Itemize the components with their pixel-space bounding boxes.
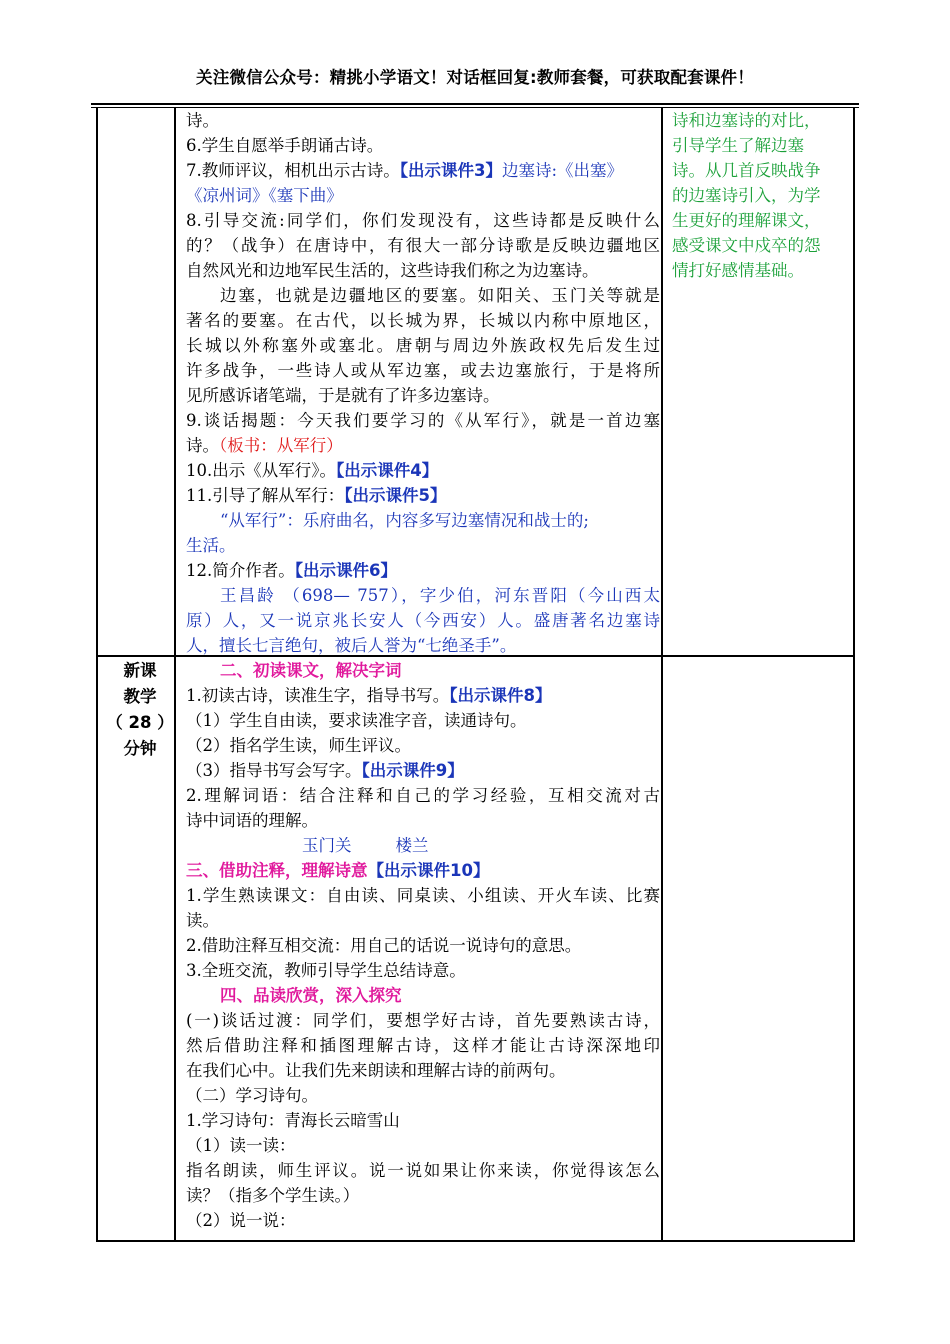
- vocabulary-words: [186, 833, 660, 858]
- text-line: 原）人，又一说京兆长安人（今西安）人。盛唐著名边塞诗: [186, 611, 660, 630]
- page-header-banner: 关注微信公众号：精挑小学语文！对话框回复:教师套餐，可获取配套课件！: [196, 68, 754, 87]
- text-line: （2）指名学生读，师生评议。: [186, 736, 411, 755]
- text-line: 指名朗读，师生评议。说一说如果让你来读，你觉得该怎么: [186, 1161, 660, 1180]
- text-line: 诗中词语的理解。: [186, 811, 318, 830]
- text-line: 3.全班交流，教师引导学生总结诗意。: [186, 961, 466, 980]
- bottom-row-content: [186, 658, 660, 1233]
- courseware-tag: 【出示课件5】: [344, 486, 447, 505]
- text-line: 1.学生熟读课文：自由读、同桌读、小组读、开火车读、比赛: [186, 886, 660, 905]
- text-line: 的？（战争）在唐诗中，有很大一部分诗歌是反映边疆地区: [186, 236, 660, 255]
- lesson-plan-table: [96, 108, 855, 1242]
- text-line: （1）读一读：: [186, 1136, 296, 1155]
- table-border-bottom: [96, 1240, 855, 1242]
- note-line: 感受课文中戍卒的怨: [672, 236, 821, 255]
- text-line: 诗。: [186, 111, 219, 130]
- courseware-tag: 【出示课件9】: [361, 761, 464, 780]
- top-row-content: [186, 108, 660, 658]
- text-line: 9.谈话揭题：今天我们要学习的《从军行》，就是一首边塞: [186, 411, 660, 430]
- text-line: 著名的要塞。在古代，以长城为界，长城以内称中原地区，: [186, 311, 660, 330]
- table-border-left: [96, 108, 98, 1242]
- text-line: 8.引导交流:同学们，你们发现没有，这些诗都是反映什么: [186, 211, 660, 230]
- text-line: （二）学习诗句。: [186, 1086, 318, 1105]
- text-line: 读。: [186, 911, 219, 930]
- courseware-tag: 【出示课件8】: [449, 686, 552, 705]
- note-line: 诗。从几首反映战争: [672, 161, 821, 180]
- section-label-line: 教学: [123, 687, 157, 706]
- note-line: 生更好的理解课文，: [672, 211, 821, 230]
- text-line: 7.教师评议，相机出示古诗。【出示课件3】边塞诗:《出塞》: [186, 161, 624, 180]
- note-line: 的边塞诗引入，为学: [672, 186, 821, 205]
- text-line: 人，擅长七言绝句，被后人誉为“七绝圣手”。: [186, 636, 517, 655]
- text-line: 1.初读古诗，读准生字，指导书写。【出示课件8】: [186, 686, 552, 705]
- text-line: 《凉州词》《塞下曲》: [186, 186, 343, 205]
- text-line: （2）说一说：: [186, 1211, 296, 1230]
- text-line: 生活。: [186, 536, 236, 555]
- section-label: [102, 658, 178, 762]
- text-line: 王昌龄 （698— 757），字少伯，河东晋阳（今山西太: [220, 586, 660, 605]
- text-line: 2.借助注释互相交流：用自己的话说一说诗句的意思。: [186, 936, 582, 955]
- note-line: 引导学生了解边塞: [672, 136, 804, 155]
- note-line: 诗和边塞诗的对比，: [672, 111, 821, 130]
- courseware-tag: 【出示课件4】: [336, 461, 439, 480]
- courseware-tag: 【出示课件10】: [367, 861, 490, 880]
- text-line: 诗。（板书：从军行）: [186, 436, 343, 455]
- text-line: （3）指导书写会写字。【出示课件9】: [186, 761, 464, 780]
- text-line: 自然风光和边地军民生活的，这些诗我们称之为边塞诗。: [186, 261, 599, 280]
- vocab-word: 楼兰: [395, 836, 429, 855]
- board-note: （板书：从军行）: [219, 436, 343, 455]
- section-heading: 二、初读课文，解决字词: [220, 661, 402, 680]
- text-line: 10.出示《从军行》。【出示课件4】: [186, 461, 439, 480]
- courseware-tag: 【出示课件6】: [294, 561, 397, 580]
- text-line: (一)谈话过渡：同学们，要想学好古诗，首先要熟读古诗，: [186, 1011, 660, 1030]
- vocab-word: 玉门关: [302, 836, 352, 855]
- text-line: 然后借助注释和插图理解古诗，这样才能让古诗深深地印: [186, 1036, 660, 1055]
- section-heading: 四、品读欣赏，深入探究: [220, 986, 402, 1005]
- text-line: 11.引导了解从军行：【出示课件5】: [186, 486, 447, 505]
- text-line: “从军行”：乐府曲名，内容多写边塞情况和战士的;: [220, 511, 589, 530]
- table-col-divider-2: [661, 108, 663, 1242]
- text-line: 许多战争，一些诗人或从军边塞，或去边塞旅行，于是将所: [186, 361, 660, 380]
- text-line: 边塞，也就是边疆地区的要塞。如阳关、玉门关等就是: [220, 286, 660, 305]
- note-line: 情打好感情基础。: [672, 261, 804, 280]
- text-line: 长城以外称塞外或塞北。唐朝与周边外族政权先后发生过: [186, 336, 660, 355]
- section-label-line: 新课: [123, 661, 157, 680]
- section-label-line: （ 28 ）: [106, 713, 174, 732]
- text-line: 在我们心中。让我们先来朗读和理解古诗的前两句。: [186, 1061, 566, 1080]
- text-line: 2.理解词语：结合注释和自己的学习经验，互相交流对古: [186, 786, 660, 805]
- text-line: 6.学生自愿举手朗诵古诗。: [186, 136, 384, 155]
- section-heading: 三、借助注释，理解诗意【出示课件10】: [186, 861, 490, 880]
- text-line: （1）学生自由读，要求读准字音，读通诗句。: [186, 711, 527, 730]
- text-line: 12.简介作者。【出示课件6】: [186, 561, 397, 580]
- text-line: 1.学习诗句：青海长云暗雪山: [186, 1111, 400, 1130]
- courseware-tag: 【出示课件3】: [399, 161, 502, 180]
- text-line: 读？（指多个学生读。）: [186, 1186, 360, 1205]
- design-intent-note: [672, 108, 846, 283]
- table-border-right: [853, 108, 855, 1242]
- section-label-line: 分钟: [123, 739, 157, 758]
- text-line: 见所感诉诸笔端，于是就有了许多边塞诗。: [186, 386, 500, 405]
- header-rule: [91, 103, 859, 105]
